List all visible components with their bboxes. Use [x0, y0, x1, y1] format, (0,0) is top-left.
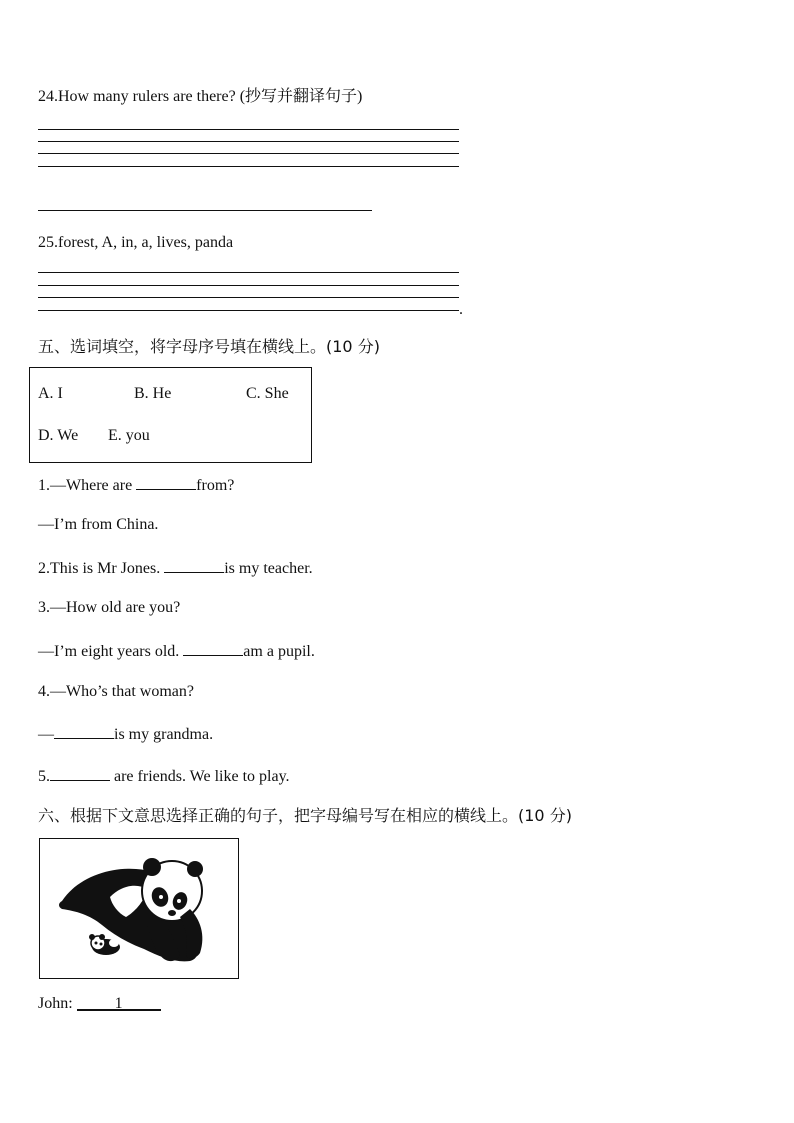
section-5-heading: 五、选词填空，将字母序号填在横线上。(10 分) — [38, 337, 380, 356]
word-bank-box — [29, 367, 312, 463]
item-text: am a pupil. — [243, 643, 315, 660]
answer-value: 1 — [114, 995, 123, 1012]
fill-blank[interactable] — [183, 640, 243, 656]
speaker-name: John: — [38, 995, 77, 1012]
item-text: —I’m eight years old. — [38, 643, 184, 660]
panda-icon — [40, 839, 238, 978]
item-text: from? — [196, 477, 235, 494]
answer-line[interactable] — [38, 153, 459, 154]
fill-blank[interactable] — [54, 723, 114, 739]
item-text: is my teacher. — [224, 560, 313, 577]
fill-item-4-reply — [38, 723, 213, 745]
fill-blank[interactable] — [164, 557, 224, 573]
item-text: is my grandma. — [114, 726, 214, 743]
item-text: — — [38, 726, 54, 743]
section-6-heading: 六、根据下文意思选择正确的句子，把字母编号写在相应的横线上。(10 分) — [38, 806, 572, 825]
answer-line[interactable] — [38, 141, 459, 142]
option-e: E. you — [108, 427, 150, 444]
panda-image — [39, 838, 239, 979]
fill-item-3-reply — [38, 640, 315, 662]
fill-item-3: 3.—How old are you? — [38, 599, 181, 616]
answer-line[interactable] — [38, 285, 459, 286]
option-c: C. She — [246, 385, 289, 402]
answer-line[interactable] — [38, 272, 459, 273]
fill-item-2 — [38, 557, 313, 579]
question-24-prompt: 24.How many rulers are there? (抄写并翻译句子) — [38, 88, 363, 105]
fill-item-4: 4.—Who’s that woman? — [38, 683, 194, 700]
option-d: D. We — [38, 427, 79, 444]
fill-blank[interactable] — [136, 474, 196, 490]
answer-line[interactable] — [38, 129, 459, 130]
option-a: A. I — [38, 385, 63, 402]
answer-line[interactable] — [38, 210, 372, 211]
end-period: . — [459, 301, 463, 318]
item-text: 2.This is Mr Jones. — [38, 560, 165, 577]
item-text: 5. — [38, 768, 50, 785]
answer-line[interactable] — [38, 297, 459, 298]
item-text: 1.—Where are — [38, 477, 137, 494]
answer-blank[interactable] — [77, 994, 161, 1011]
answer-line[interactable] — [38, 166, 459, 167]
dialogue-line-1 — [38, 994, 161, 1014]
fill-blank[interactable] — [50, 765, 110, 781]
answer-line[interactable] — [38, 310, 459, 311]
fill-item-1 — [38, 474, 234, 496]
item-text: are friends. We like to play. — [110, 768, 290, 785]
fill-item-1-reply: —I’m from China. — [38, 516, 159, 533]
option-b: B. He — [134, 385, 172, 402]
question-25-prompt: 25.forest, A, in, a, lives, panda — [38, 234, 234, 251]
fill-item-5 — [38, 765, 290, 787]
